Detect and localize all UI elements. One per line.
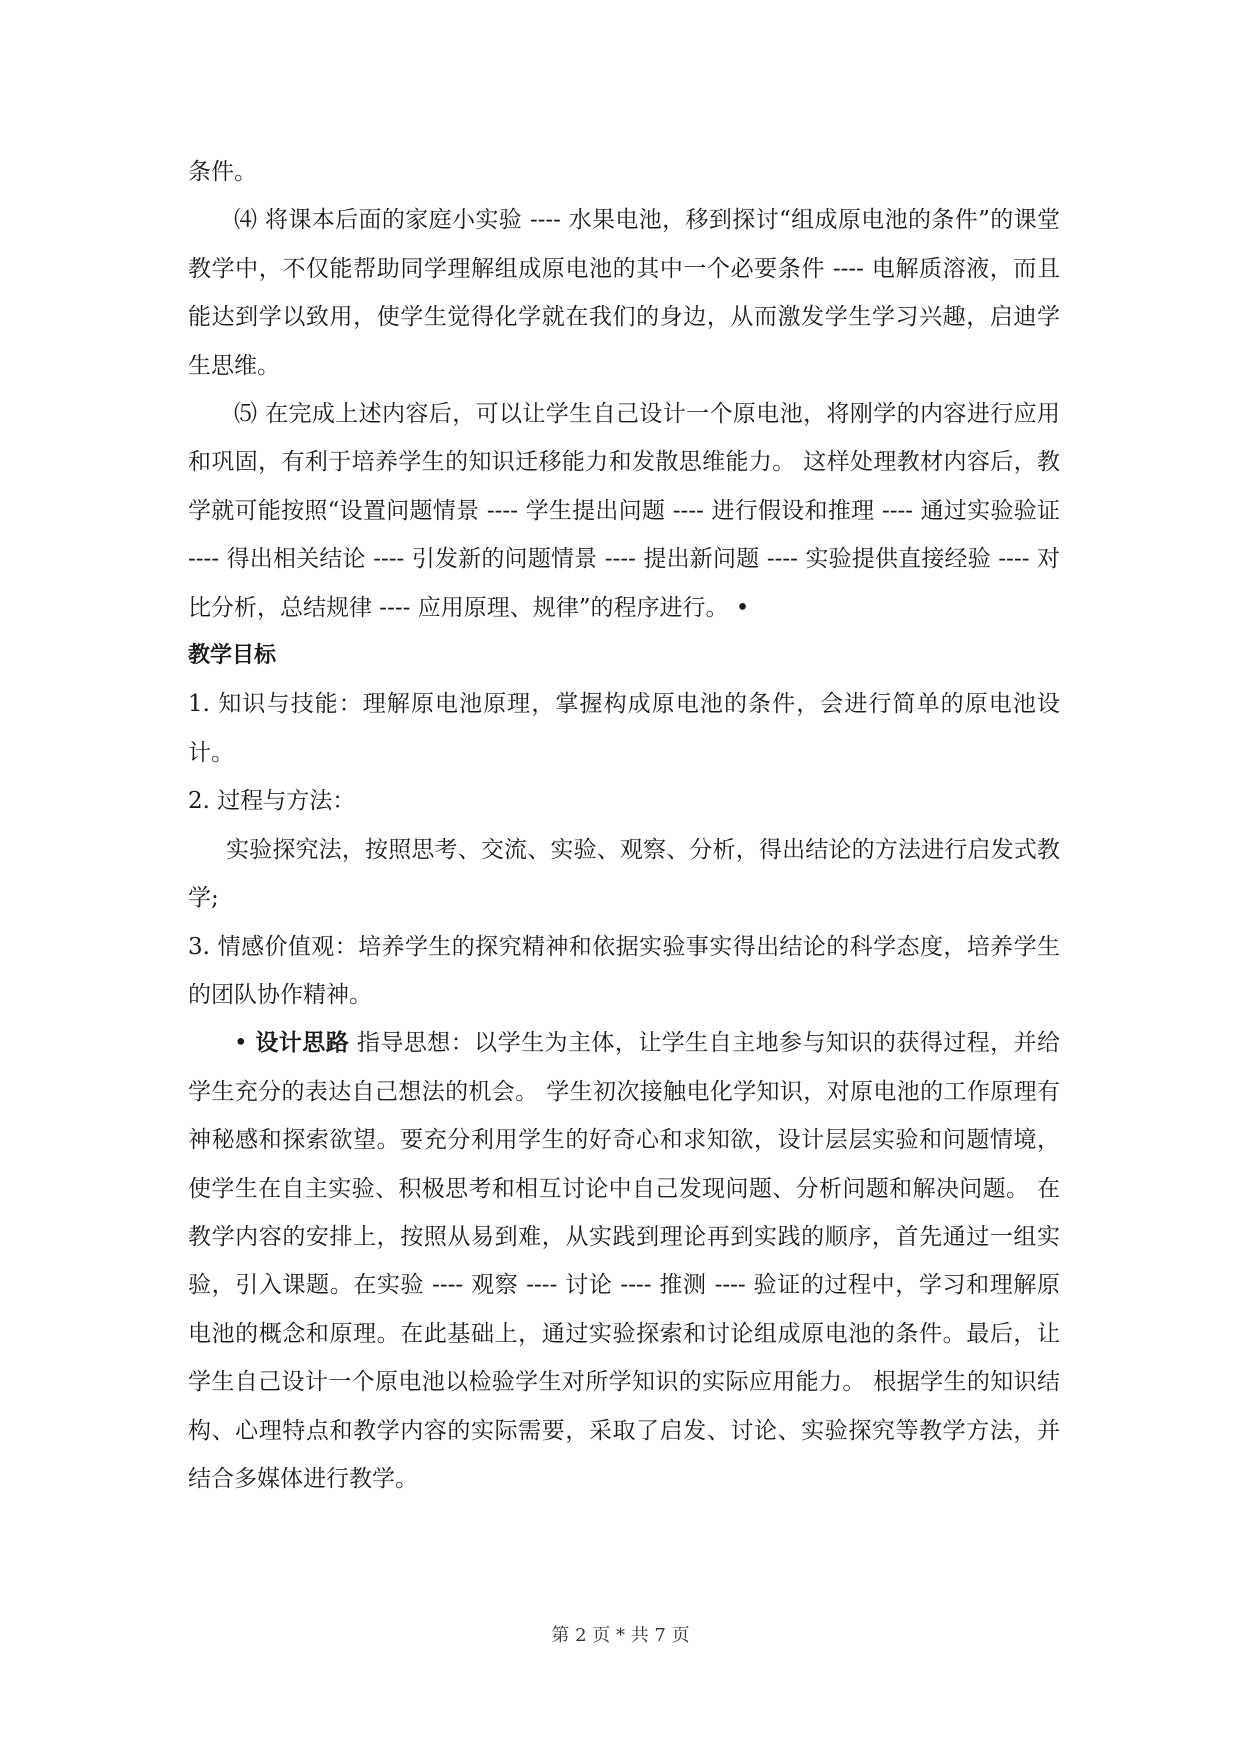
goal-process-methods: 2. 过程与方法： — [188, 788, 356, 815]
paragraph-item-4: ⑷ 将课本后面的家庭小实验 ---- 水果电池，移到探讨“组成原电池的条件”的课堂教学中，不仅能帮助同学理解组成原电池的其中一个必要条件 ---- 电解质溶液，而且能达到学以致用，使学生觉得化学就在我们的身边，从而激发学生学习兴趣，启迪学生思维。 — [188, 207, 1060, 379]
goal-process-methods-detail: 实验探究法，按照思考、交流、实验、观察、分析，得出结论的方法进行启发式教学; — [188, 836, 1060, 912]
design-idea-text: 指导思想：以学生为主体，让学生自主地参与知识的获得过程，并给学生充分的表达自己想法的机会。 学生初次接触电化学知识，对原电池的工作原理有神秘感和探索欲望。要充分利用学生的好奇心和求知欲，设计层层实验和问题情境，使学生在自主实验、积极思考和相互讨论中自己发现问题、分析问题和解决问题。 在教学内容的安排上，按照从易到难，从实践到理论再到实践的顺序，首先通过一组实验，引入课题。在实验 ---- 观察 ---- 讨论 ---- 推测 ---- 验证的过程中，学习和理解原电池的概念和原理。在此基础上，通过实验探索和讨论组成原电池的条件。最后，让学生自己设计一个原电池以检验学生对所学知识的实际应用能力。 根据学生的知识结构、心理特点和教学内容的实际需要，采取了启发、讨论、实验探究等教学方法，并结合多媒体进行教学。 — [188, 1030, 1061, 1492]
goal-emotional-values: 3. 情感价值观：培养学生的探究精神和依据实验事实得出结论的科学态度，培养学生的团队协作精神。 — [188, 933, 1060, 1008]
design-idea-heading: 设计思路 — [255, 1030, 350, 1057]
bullet-icon: • — [234, 1030, 248, 1057]
document-body — [188, 148, 1060, 1503]
section-heading-teaching-goals: 教学目标 — [188, 643, 277, 669]
goal-knowledge-skills: 1. 知识与技能：理解原电池原理，掌握构成原电池的条件，会进行简单的原电池设计。 — [188, 691, 1060, 766]
paragraph-condition-end: 条件。 — [188, 159, 257, 185]
page-footer: 第 2 页 * 共 7 页 — [551, 1625, 690, 1646]
paragraph-design-idea — [188, 1019, 1060, 1503]
paragraph-item-5: ⑸ 在完成上述内容后，可以让学生自己设计一个原电池，将刚学的内容进行应用和巩固，有利于培养学生的知识迁移能力和发散思维能力。 这样处理教材内容后，教学就可能按照“设置问题情景 ---- 学生提出问题 ---- 进行假设和推理 ---- 通过实验验证 ---- 得出相关结论 ---- 引发新的问题情景 ---- 提出新问题 ---- 实验提供直接经验 ---- 对比分析，总结规律 ---- 应用原理、规律”的程序进行。 • — [188, 401, 1060, 621]
